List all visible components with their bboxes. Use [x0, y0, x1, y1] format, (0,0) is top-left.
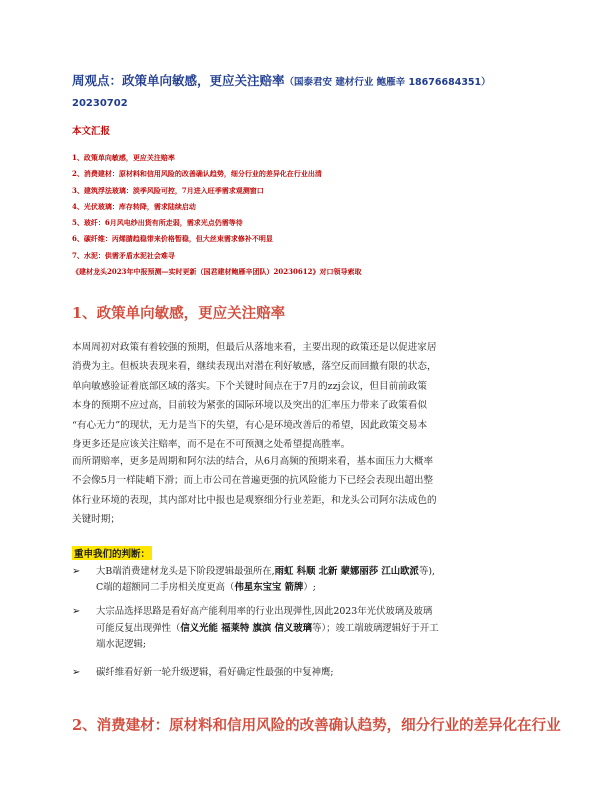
- text-run: 端水泥逻辑;: [96, 638, 147, 650]
- text-run: 碳纤维看好新一轮升级逻辑，看好确定性最强的中复神鹰;: [96, 667, 334, 679]
- report-title-text: 周观点：政策单向敏感，更应关注赔率: [72, 73, 285, 88]
- toc-item[interactable]: 4、光伏玻璃：库存转降，需求陆续启动: [72, 201, 196, 211]
- paragraph-line: 不会像5月一样陡峭下滑；而上市公司在普遍更强的抗风险能力下已经会表现出超出整: [72, 475, 434, 487]
- paragraph-line: 本身的预期不应过高，目前较为紧张的国际环境以及突出的汇率压力带来了政策看似: [72, 400, 427, 412]
- paragraph-line: 本周周初对政策有着较强的预期，但最后从落地来看，主要出现的政策还是以促进家居: [72, 342, 437, 353]
- bullet-text: [96, 564, 542, 596]
- report-date: 20230702: [72, 98, 128, 109]
- bullet-text: [96, 665, 542, 681]
- toc-list: [72, 150, 542, 280]
- bullet-item: [72, 564, 542, 596]
- paragraph-line: “有心无力”的现状，无力是当下的失望，有心是环境改善后的希望，因此政策交易本: [72, 419, 428, 431]
- paragraph-line: 体行业环境的表现，其内部对比中报也是观察细分行业差距，和龙头公司阿尔法成色的: [72, 494, 437, 506]
- section-heading: 1、政策单向敏感，更应关注赔率: [72, 305, 286, 322]
- judgement-bullets: [72, 564, 542, 681]
- paragraph: [72, 338, 540, 454]
- toc-item[interactable]: 5、玻纤：6月风电纱出货有所走弱，需求光点仍需等待: [72, 218, 243, 228]
- report-title: [72, 72, 552, 92]
- company-names: 雨虹 科顺 北新 蒙娜丽莎 江山欧派: [274, 566, 419, 577]
- company-names: 信义光能 福莱特 旗滨 信义玻璃: [180, 622, 313, 634]
- toc-item[interactable]: 《建材龙头2023年中报预测—实时更新（国君建材鲍雁辛团队）20230612》对口领导索取: [72, 267, 362, 277]
- toc-item[interactable]: 3、建筑浮法玻璃：淡季风险可控，7月进入旺季需求观测窗口: [72, 185, 264, 195]
- report-author-info: （国泰君安 建材行业 鲍雁辛 18676684351）: [284, 77, 491, 88]
- arrow-bullet-icon: ➢: [72, 667, 81, 679]
- arrow-bullet-icon: ➢: [72, 606, 81, 618]
- text-run: 大宗品选择思路是看好高产能利用率的行业出现弹性,因此2023年光伏玻璃及玻璃: [96, 606, 433, 618]
- paragraph-line: 消费为主。但板块表现来看，继续表现出对潜在利好敏感，落空反而回撤有限的状态，: [72, 361, 437, 373]
- text-run: 大B端消费建材龙头是下阶段逻辑最强所在,: [96, 566, 275, 577]
- judgement-heading: 重申我们的判断：: [72, 546, 152, 560]
- text-run: 等),: [418, 566, 435, 577]
- section-heading: 2、消费建材：原材料和信用风险的改善确认趋势，细分行业的差异化在行业: [72, 717, 561, 734]
- toc-item[interactable]: 2、消费建材：原材料和信用风险的改善确认趋势，细分行业的差异化在行业出清: [72, 169, 322, 179]
- bullet-item: [72, 604, 542, 653]
- company-names: 伟星东宝宝 箭牌: [234, 582, 304, 594]
- text-run: ）;: [303, 582, 316, 594]
- bullet-item: [72, 665, 542, 681]
- arrow-bullet-icon: ➢: [72, 566, 81, 577]
- toc-heading: 本文汇报: [72, 126, 111, 137]
- text-run: C端的超额同二手房相关度更高（: [96, 582, 235, 594]
- bullet-text: [96, 604, 542, 653]
- paragraph: [72, 452, 540, 530]
- paragraph-line: 身更多还是应该关注赔率，而不是在不可预测之处希望提高胜率。: [72, 439, 351, 451]
- paragraph-line: 而所谓赔率，更多是周期和阿尔法的结合，从6月高频的预期来看，基本面压力大概率: [72, 456, 434, 467]
- toc-item[interactable]: 7、水泥：供需矛盾水泥社会难寻: [72, 250, 175, 260]
- toc-item[interactable]: 6、碳纤维：丙烯腈趋稳带来价格暂稳，但大丝束需求修补不明显: [72, 234, 273, 244]
- paragraph-line: 单向敏感验证着底部区域的落实。下个关键时间点在于7月的zzj会议，但目前前政策: [72, 380, 427, 392]
- toc-item[interactable]: 1、政策单向敏感，更应关注赔率: [72, 153, 175, 162]
- text-run: 可能反复出现弹性（: [96, 622, 181, 634]
- text-run: 等）；竣工端玻璃逻辑好于开工: [312, 622, 439, 634]
- paragraph-line: 关键时期；: [72, 514, 120, 526]
